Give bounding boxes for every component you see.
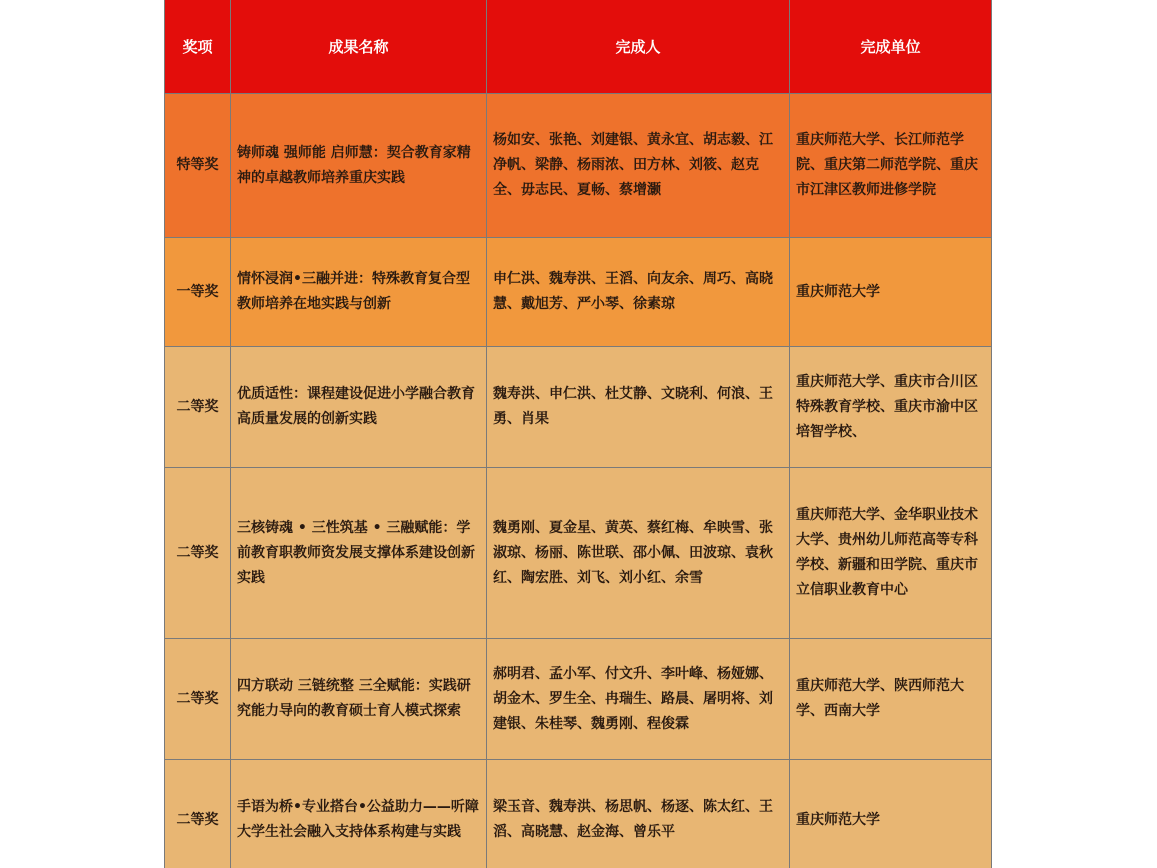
- achievement-title: 三核铸魂 • 三性筑基 • 三融赋能：学前教育职教师资发展支撑体系建设创新实践: [231, 468, 487, 639]
- contributors: 杨如安、张艳、刘建银、黄永宜、胡志毅、江净帆、梁静、杨雨浓、田方林、刘筱、赵克全、毋志民、夏畅、蔡增灏: [487, 94, 790, 238]
- institutions: 重庆师范大学、长江师范学院、重庆第二师范学院、重庆市江津区教师进修学院: [790, 94, 992, 238]
- award-level: 一等奖: [165, 238, 231, 347]
- achievement-title: 手语为桥•专业搭台•公益助力——听障大学生社会融入支持体系构建与实践: [231, 760, 487, 868]
- award-level: 二等奖: [165, 347, 231, 468]
- awards-table: [164, 0, 992, 868]
- table-row: [165, 347, 992, 468]
- institutions: 重庆师范大学: [790, 760, 992, 868]
- achievement-title: 四方联动 三链统整 三全赋能：实践研究能力导向的教育硕士育人模式探索: [231, 639, 487, 760]
- table-header: [165, 0, 992, 94]
- achievement-title: 优质适性：课程建设促进小学融合教育高质量发展的创新实践: [231, 347, 487, 468]
- header-row: [165, 0, 992, 94]
- award-level: 二等奖: [165, 760, 231, 868]
- institutions: 重庆师范大学、重庆市合川区特殊教育学校、重庆市渝中区培智学校、: [790, 347, 992, 468]
- award-level: 二等奖: [165, 468, 231, 639]
- table-row: [165, 468, 992, 639]
- achievement-title: 情怀浸润•三融并进：特殊教育复合型教师培养在地实践与创新: [231, 238, 487, 347]
- institutions: 重庆师范大学: [790, 238, 992, 347]
- table-row: [165, 94, 992, 238]
- award-level: 特等奖: [165, 94, 231, 238]
- header-people: 完成人: [487, 0, 790, 94]
- contributors: 魏寿洪、申仁洪、杜艾静、文晓利、何浪、王勇、肖果: [487, 347, 790, 468]
- table-body: [165, 94, 992, 868]
- table-row: [165, 639, 992, 760]
- institutions: 重庆师范大学、陕西师范大学、西南大学: [790, 639, 992, 760]
- contributors: 申仁洪、魏寿洪、王滔、向友余、周巧、高晓慧、戴旭芳、严小琴、徐素琼: [487, 238, 790, 347]
- table-row: [165, 238, 992, 347]
- contributors: 郝明君、孟小军、付文升、李叶峰、杨娅娜、胡金木、罗生全、冉瑞生、路晨、屠明将、刘建银、朱桂琴、魏勇刚、程俊霖: [487, 639, 790, 760]
- contributors: 梁玉音、魏寿洪、杨思帆、杨逐、陈太红、王滔、高晓慧、赵金海、曾乐平: [487, 760, 790, 868]
- table-row: [165, 760, 992, 868]
- contributors: 魏勇刚、夏金星、黄英、蔡红梅、牟映雪、张淑琼、杨丽、陈世联、邵小佩、田波琼、袁秋红、陶宏胜、刘飞、刘小红、余雪: [487, 468, 790, 639]
- achievement-title: 铸师魂 强师能 启师慧：契合教育家精神的卓越教师培养重庆实践: [231, 94, 487, 238]
- header-title: 成果名称: [231, 0, 487, 94]
- award-level: 二等奖: [165, 639, 231, 760]
- header-award: 奖项: [165, 0, 231, 94]
- header-units: 完成单位: [790, 0, 992, 94]
- institutions: 重庆师范大学、金华职业技术大学、贵州幼儿师范高等专科学校、新疆和田学院、重庆市立信职业教育中心: [790, 468, 992, 639]
